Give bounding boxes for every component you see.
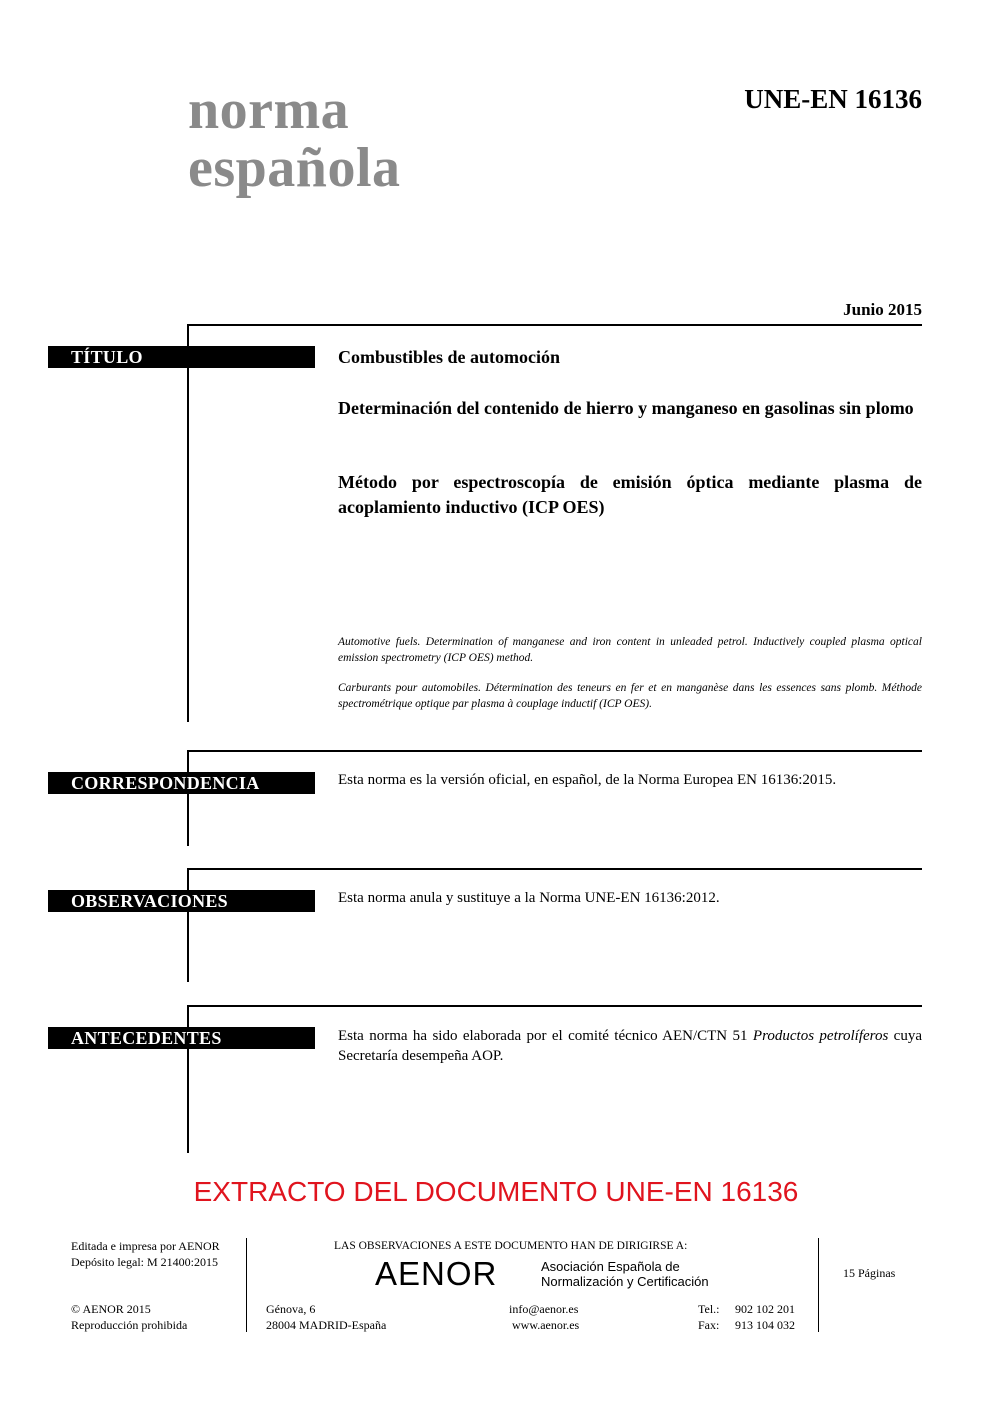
legal-deposit: Depósito legal: M 21400:2015 bbox=[71, 1255, 218, 1269]
email-link[interactable]: info@aenor.es bbox=[509, 1302, 579, 1316]
french-title: Carburants pour automobiles. Détermination des teneurs en fer et en manganèse dans les essences sans plomb. Méthode spectrométrique optique par plasma à couplage inductif (ICP OES). bbox=[338, 682, 922, 710]
standard-code: UNE-EN 16136 bbox=[744, 84, 922, 114]
aenor-association bbox=[541, 1259, 709, 1289]
title-3: Método por espectroscopía de emisión óptica mediante plasma de acoplamiento inductivo (ICP OES) bbox=[338, 472, 922, 517]
titulo-vertical-rule bbox=[187, 324, 189, 722]
footer-publisher bbox=[71, 1238, 220, 1270]
aenor-logo: AENOR bbox=[375, 1255, 498, 1292]
antecedentes-text-end: cuya Secretaría desempeña AOP. bbox=[338, 1028, 922, 1064]
footer-copyright bbox=[71, 1301, 187, 1333]
title-1: Combustibles de automoción bbox=[338, 347, 561, 367]
titulo-top-rule bbox=[188, 324, 922, 326]
observaciones-text: Esta norma anula y sustituye a la Norma UNE-EN 16136:2012. bbox=[338, 890, 720, 906]
footer-phone-labels bbox=[698, 1301, 720, 1333]
antecedentes-committee-name: Productos petrolíferos bbox=[752, 1028, 889, 1044]
norma-espanola-heading bbox=[188, 79, 401, 199]
antecedentes-top-rule bbox=[188, 1005, 922, 1007]
address-city: 28004 MADRID-España bbox=[266, 1318, 387, 1332]
observaciones-label: OBSERVACIONES bbox=[48, 890, 315, 912]
tel-number: 902 102 201 bbox=[735, 1302, 795, 1316]
fax-number: 913 104 032 bbox=[735, 1318, 795, 1332]
antecedentes-text-start: Esta norma ha sido elaborada por el comité técnico AEN/CTN 51 bbox=[338, 1028, 753, 1044]
observations-header: LAS OBSERVACIONES A ESTE DOCUMENTO HAN DE DIRIGIRSE A: bbox=[334, 1240, 688, 1252]
edited-by: Editada e impresa por AENOR bbox=[71, 1239, 220, 1253]
footer-divider-left bbox=[246, 1238, 247, 1332]
footer-address bbox=[266, 1301, 386, 1333]
reproduction-notice: Reproducción prohibida bbox=[71, 1318, 188, 1332]
footer-contact-web bbox=[509, 1301, 579, 1333]
antecedentes-label: ANTECEDENTES bbox=[48, 1027, 315, 1049]
copyright: © AENOR 2015 bbox=[71, 1302, 151, 1316]
assoc-line2: Normalización y Certificación bbox=[541, 1274, 709, 1289]
observaciones-vertical-rule bbox=[187, 868, 189, 982]
norma-line1: norma bbox=[188, 79, 350, 141]
footer-divider-right bbox=[818, 1238, 819, 1332]
page-count: 15 Páginas bbox=[843, 1266, 896, 1280]
tel-label: Tel.: bbox=[698, 1302, 720, 1316]
fax-label: Fax: bbox=[698, 1318, 720, 1332]
titulo-label: TÍTULO bbox=[48, 346, 315, 368]
correspondencia-label: CORRESPONDENCIA bbox=[48, 772, 315, 794]
english-title: Automotive fuels. Determination of manganese and iron content in unleaded petrol. Inductively coupled plasma optical emission spectrometry (ICP OES) method. bbox=[338, 636, 922, 664]
footer-phone-values bbox=[735, 1301, 795, 1333]
assoc-line1: Asociación Española de bbox=[541, 1259, 680, 1274]
correspondencia-vertical-rule bbox=[187, 750, 189, 846]
title-2: Determinación del contenido de hierro y manganeso en gasolinas sin plomo bbox=[338, 398, 914, 418]
antecedentes-text bbox=[338, 1026, 922, 1066]
publication-date: Junio 2015 bbox=[843, 300, 922, 319]
extract-banner: EXTRACTO DEL DOCUMENTO UNE-EN 16136 bbox=[193, 1176, 799, 1207]
norma-line2: española bbox=[188, 137, 401, 199]
correspondencia-top-rule bbox=[188, 750, 922, 752]
observaciones-top-rule bbox=[188, 868, 922, 870]
address-street: Génova, 6 bbox=[266, 1302, 316, 1316]
correspondencia-text: Esta norma es la versión oficial, en español, de la Norma Europea EN 16136:2015. bbox=[338, 772, 837, 788]
web-link[interactable]: www.aenor.es bbox=[512, 1318, 580, 1332]
